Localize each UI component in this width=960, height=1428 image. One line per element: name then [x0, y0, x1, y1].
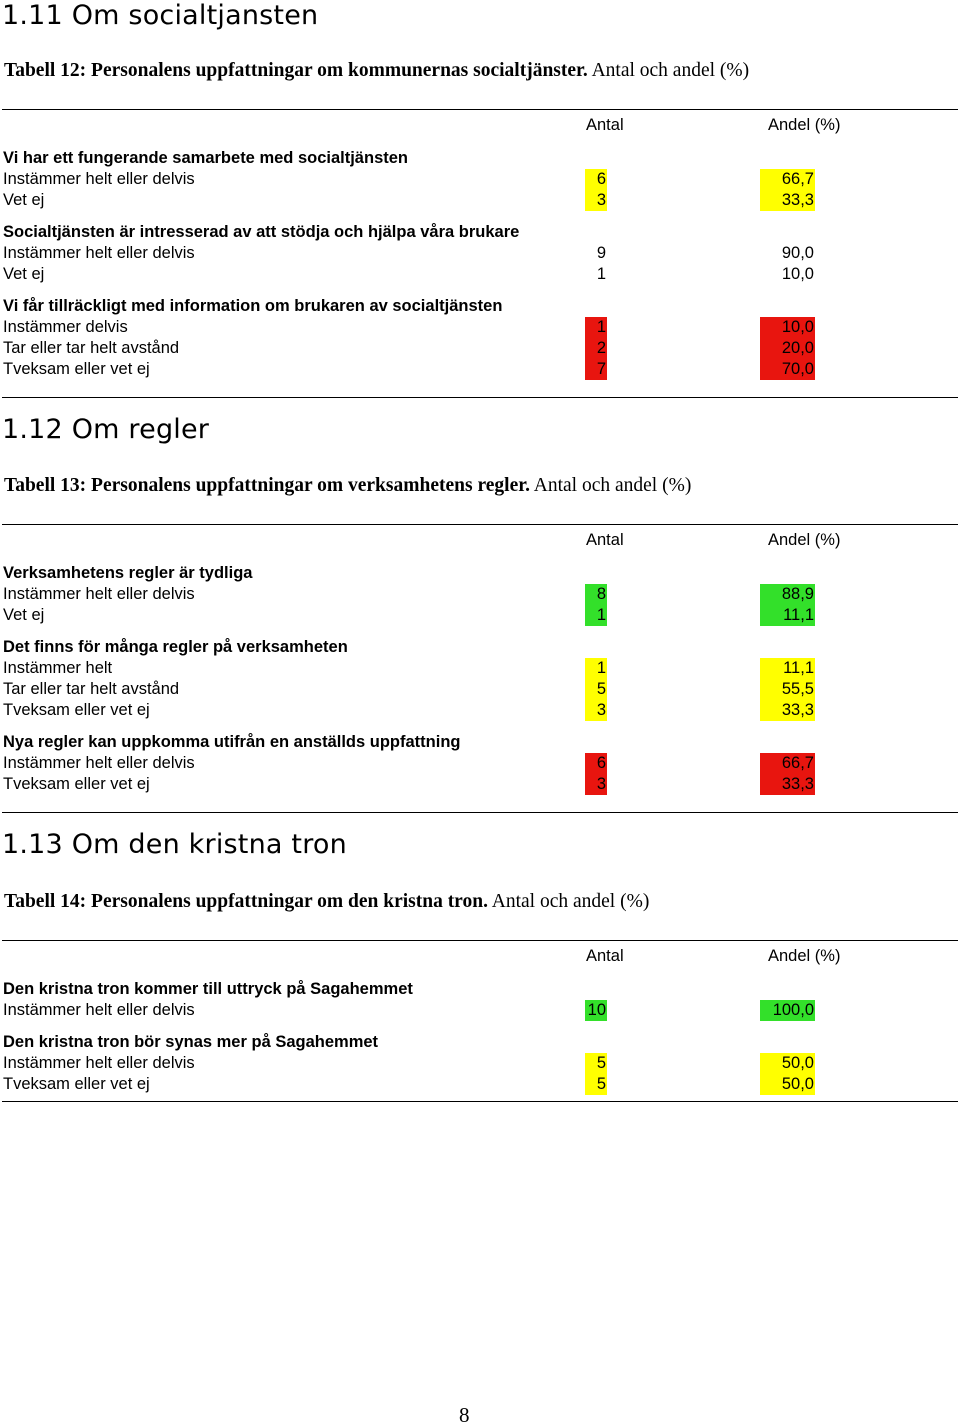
andel-cell: 55,5	[760, 679, 815, 700]
table-caption	[4, 60, 749, 82]
question-heading: Socialtjänsten är intresserad av att stödja och hjälpa våra brukare	[3, 223, 520, 241]
andel-cell: 66,7	[760, 169, 815, 190]
table-caption	[4, 475, 691, 497]
antal-cell: 5	[585, 679, 607, 700]
table-top-rule	[2, 524, 958, 525]
question-heading: Den kristna tron bör synas mer på Sagahemmet	[3, 1033, 379, 1051]
table-row	[0, 700, 960, 721]
row-label: Instämmer helt eller delvis	[3, 754, 195, 772]
antal-cell: 9	[596, 244, 606, 262]
table-top-rule	[2, 940, 958, 941]
section-title: 1.13 Om den kristna tron	[2, 829, 347, 860]
antal-cell: 1	[585, 605, 607, 626]
table-header-row	[0, 116, 960, 137]
table-row	[0, 190, 960, 211]
column-header-andel: Andel (%)	[768, 947, 841, 965]
row-label: Vet ej	[3, 606, 45, 624]
row-label: Tar eller tar helt avstånd	[3, 339, 180, 357]
table-row	[0, 1000, 960, 1021]
row-label: Tveksam eller vet ej	[3, 1075, 150, 1093]
row-label: Tar eller tar helt avstånd	[3, 680, 180, 698]
question-heading: Det finns för många regler på verksamheten	[3, 638, 348, 656]
table-top-rule	[2, 109, 958, 110]
table-row	[0, 338, 960, 359]
table-12	[0, 116, 960, 380]
question-heading: Vi får tillräckligt med information om brukaren av socialtjänsten	[3, 297, 503, 315]
antal-cell: 3	[585, 700, 607, 721]
antal-cell: 1	[585, 658, 607, 679]
table-header-row	[0, 531, 960, 552]
column-header-andel: Andel (%)	[768, 531, 841, 549]
table-caption-lead: Tabell 13: Personalens uppfattningar om verksamhetens regler.	[4, 475, 530, 496]
andel-cell: 10,0	[781, 265, 814, 283]
table-row	[0, 1074, 960, 1095]
table-row	[0, 169, 960, 190]
table-caption-lead: Tabell 14: Personalens uppfattningar om den kristna tron.	[4, 891, 488, 912]
table-row	[0, 317, 960, 338]
andel-cell: 90,0	[781, 244, 814, 262]
row-label: Tveksam eller vet ej	[3, 775, 150, 793]
antal-cell: 3	[585, 774, 607, 795]
row-label: Vet ej	[3, 265, 45, 283]
question-heading: Verksamhetens regler är tydliga	[3, 564, 253, 582]
table-caption-rest: Antal och andel (%)	[587, 60, 750, 81]
table-row	[0, 605, 960, 626]
antal-cell: 5	[585, 1053, 607, 1074]
section-title: 1.11 Om socialtjansten	[2, 0, 319, 31]
table-bottom-rule	[2, 397, 958, 398]
row-label: Tveksam eller vet ej	[3, 360, 150, 378]
antal-cell: 7	[585, 359, 607, 380]
row-label: Vet ej	[3, 191, 45, 209]
row-label: Instämmer helt eller delvis	[3, 170, 195, 188]
andel-cell: 50,0	[760, 1053, 815, 1074]
andel-cell: 11,1	[760, 605, 815, 626]
andel-cell: 20,0	[760, 338, 815, 359]
table-row	[0, 1053, 960, 1074]
andel-cell: 100,0	[760, 1000, 815, 1021]
andel-cell: 33,3	[760, 190, 815, 211]
column-header-antal: Antal	[586, 947, 624, 965]
row-label: Instämmer helt eller delvis	[3, 1054, 195, 1072]
column-header-antal: Antal	[586, 531, 624, 549]
table-caption-lead: Tabell 12: Personalens uppfattningar om kommunernas socialtjänster.	[4, 60, 588, 81]
table-row	[0, 584, 960, 605]
table-bottom-rule	[2, 812, 958, 813]
table-13	[0, 531, 960, 795]
antal-cell: 1	[596, 265, 606, 283]
antal-cell: 8	[585, 584, 607, 605]
table-row	[0, 359, 960, 380]
section-title: 1.12 Om regler	[2, 414, 210, 445]
table-caption-rest: Antal och andel (%)	[487, 891, 650, 912]
question-heading: Nya regler kan uppkomma utifrån en anställds uppfattning	[3, 733, 461, 751]
question-heading: Den kristna tron kommer till uttryck på Sagahemmet	[3, 980, 413, 998]
antal-cell: 2	[585, 338, 607, 359]
andel-cell: 88,9	[760, 584, 815, 605]
antal-cell: 1	[585, 317, 607, 338]
antal-cell: 10	[585, 1000, 607, 1021]
andel-cell: 11,1	[760, 658, 815, 679]
column-header-antal: Antal	[586, 116, 624, 134]
antal-cell: 3	[585, 190, 607, 211]
antal-cell: 5	[585, 1074, 607, 1095]
antal-cell: 6	[585, 169, 607, 190]
andel-cell: 10,0	[760, 317, 815, 338]
antal-cell: 6	[585, 753, 607, 774]
table-row	[0, 243, 960, 264]
question-heading: Vi har ett fungerande samarbete med socialtjänsten	[3, 149, 408, 167]
table-14	[0, 947, 960, 1095]
table-row	[0, 679, 960, 700]
andel-cell: 50,0	[760, 1074, 815, 1095]
row-label: Instämmer helt eller delvis	[3, 244, 195, 262]
table-header-row	[0, 947, 960, 968]
table-row	[0, 774, 960, 795]
column-header-andel: Andel (%)	[768, 116, 841, 134]
row-label: Instämmer helt eller delvis	[3, 1001, 195, 1019]
page-number: 8	[459, 1403, 470, 1427]
row-label: Instämmer delvis	[3, 318, 128, 336]
row-label: Instämmer helt eller delvis	[3, 585, 195, 603]
andel-cell: 33,3	[760, 774, 815, 795]
row-label: Instämmer helt	[3, 659, 113, 677]
andel-cell: 70,0	[760, 359, 815, 380]
table-row	[0, 264, 960, 285]
table-row	[0, 753, 960, 774]
andel-cell: 33,3	[760, 700, 815, 721]
andel-cell: 66,7	[760, 753, 815, 774]
row-label: Tveksam eller vet ej	[3, 701, 150, 719]
table-row	[0, 658, 960, 679]
table-bottom-rule	[2, 1101, 958, 1102]
table-caption	[4, 891, 649, 913]
table-caption-rest: Antal och andel (%)	[529, 475, 692, 496]
